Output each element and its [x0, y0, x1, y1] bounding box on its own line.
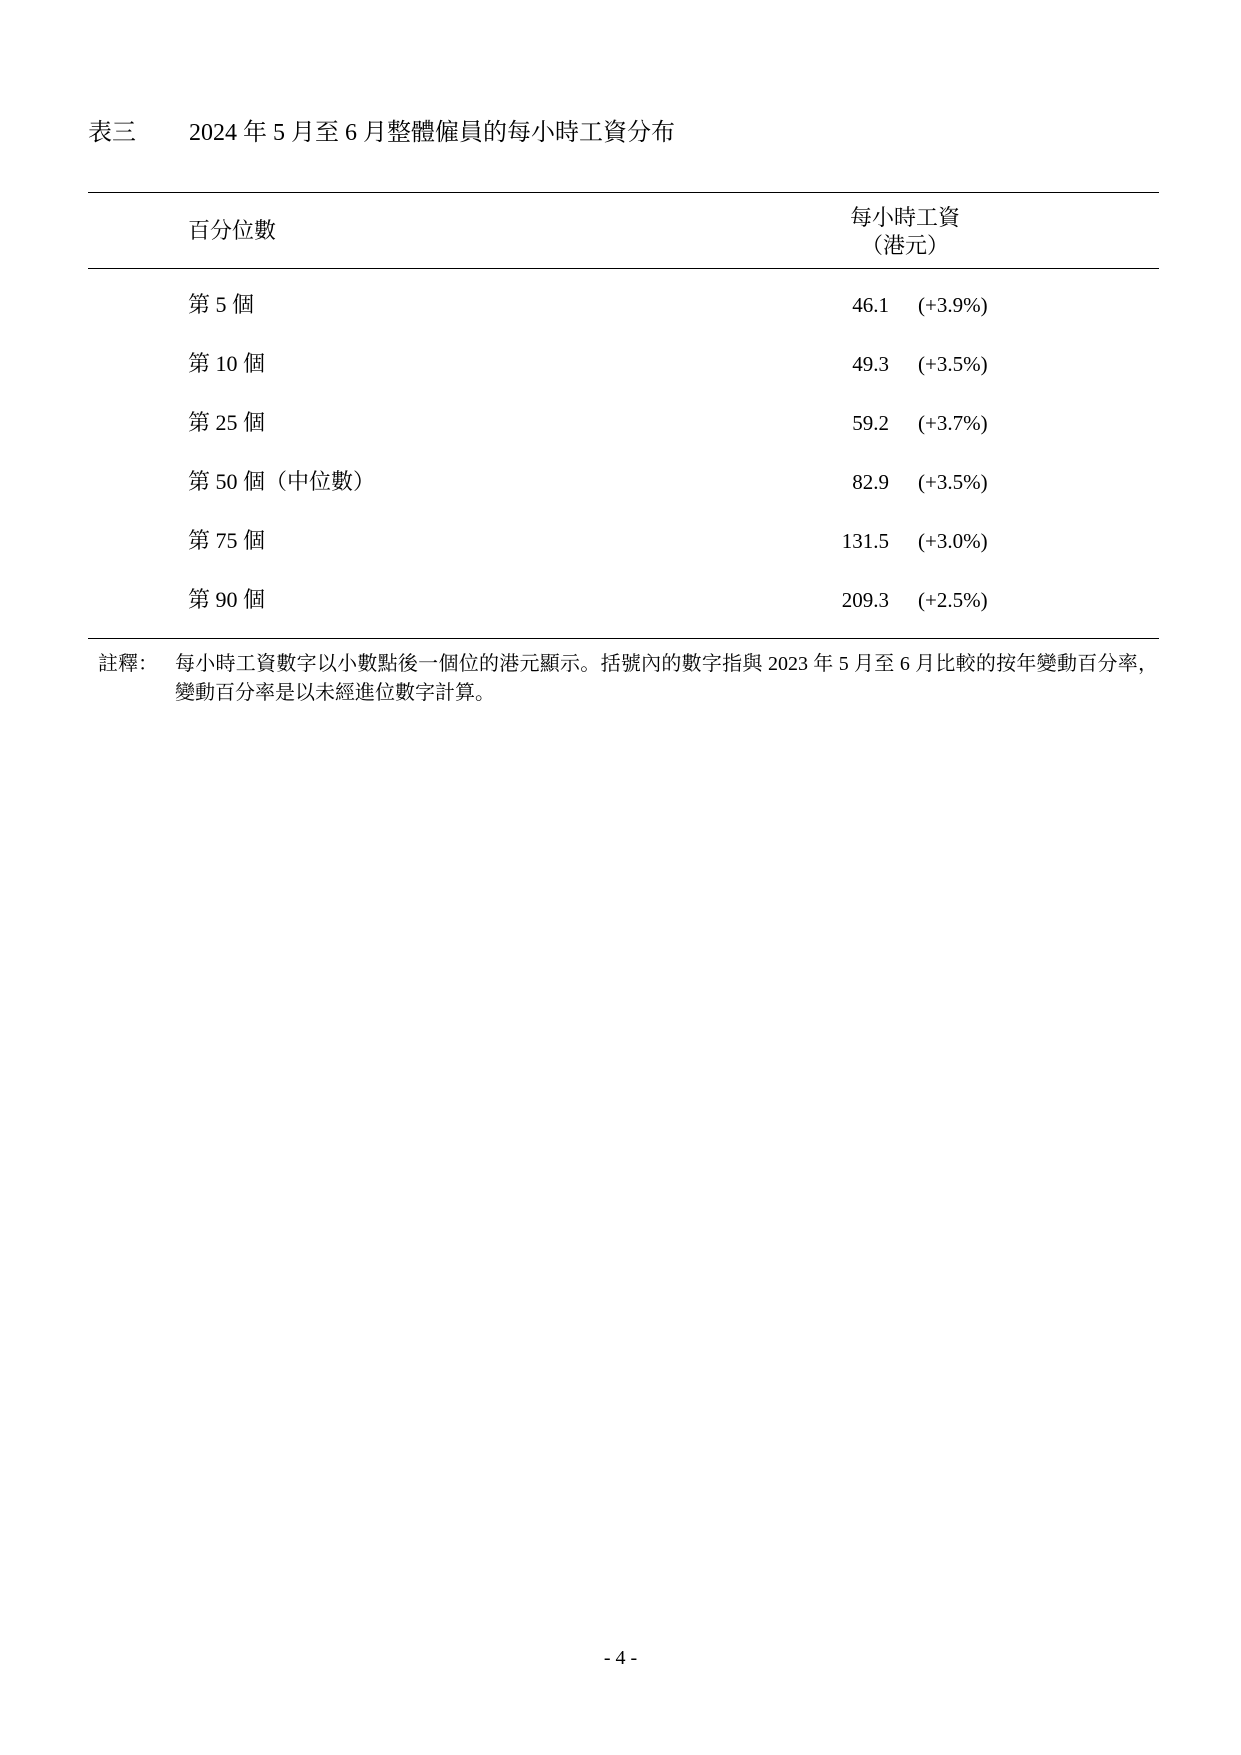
wage-header-unit: （港元）	[860, 233, 949, 258]
wage-cell: 46.1	[852, 293, 889, 317]
wage-cell: 59.2	[852, 411, 889, 435]
change-cell: (+3.5%)	[918, 470, 988, 494]
table-row	[0, 290, 1241, 349]
percentile-cell: 第 10 個	[188, 351, 266, 376]
header-divider-rule	[88, 268, 1159, 269]
table-number: 表三	[88, 120, 136, 146]
table-note	[98, 650, 1158, 708]
wage-cell: 49.3	[852, 352, 889, 376]
change-cell: (+2.5%)	[918, 588, 988, 612]
table-row	[0, 467, 1241, 526]
percentile-cell: 第 90 個	[188, 587, 266, 612]
table-top-rule	[88, 192, 1159, 193]
percentile-cell: 第 25 個	[188, 410, 266, 435]
wage-header-line1: 每小時工資	[849, 205, 960, 230]
page-number: - 4 -	[603, 1647, 638, 1669]
note-label: 註釋：	[98, 653, 158, 675]
percentile-column-header: 百分位數	[188, 218, 277, 243]
note-text: 每小時工資數字以小數點後一個位的港元顯示。括號內的數字指與 2023 年 5 月至 6 月比較的按年變動百分率，變動百分率是以未經進位數字計算。	[175, 653, 1158, 704]
wage-cell: 82.9	[852, 470, 889, 494]
table-row	[0, 585, 1241, 644]
percentile-cell: 第 75 個	[188, 528, 266, 553]
percentile-cell: 第 50 個（中位數）	[188, 469, 376, 494]
wage-column-header	[800, 204, 1010, 260]
change-cell: (+3.7%)	[918, 411, 988, 435]
wage-cell: 131.5	[841, 529, 889, 553]
table-row	[0, 349, 1241, 408]
table-bottom-rule	[88, 638, 1159, 639]
table-row	[0, 526, 1241, 585]
change-cell: (+3.9%)	[918, 293, 988, 317]
table-caption: 2024 年 5 月至 6 月整體僱員的每小時工資分布	[189, 120, 675, 146]
wage-cell: 209.3	[841, 588, 889, 612]
percentile-cell: 第 5 個	[188, 292, 255, 317]
table-title	[88, 118, 675, 148]
table-row	[0, 408, 1241, 467]
change-cell: (+3.5%)	[918, 352, 988, 376]
change-cell: (+3.0%)	[918, 529, 988, 553]
